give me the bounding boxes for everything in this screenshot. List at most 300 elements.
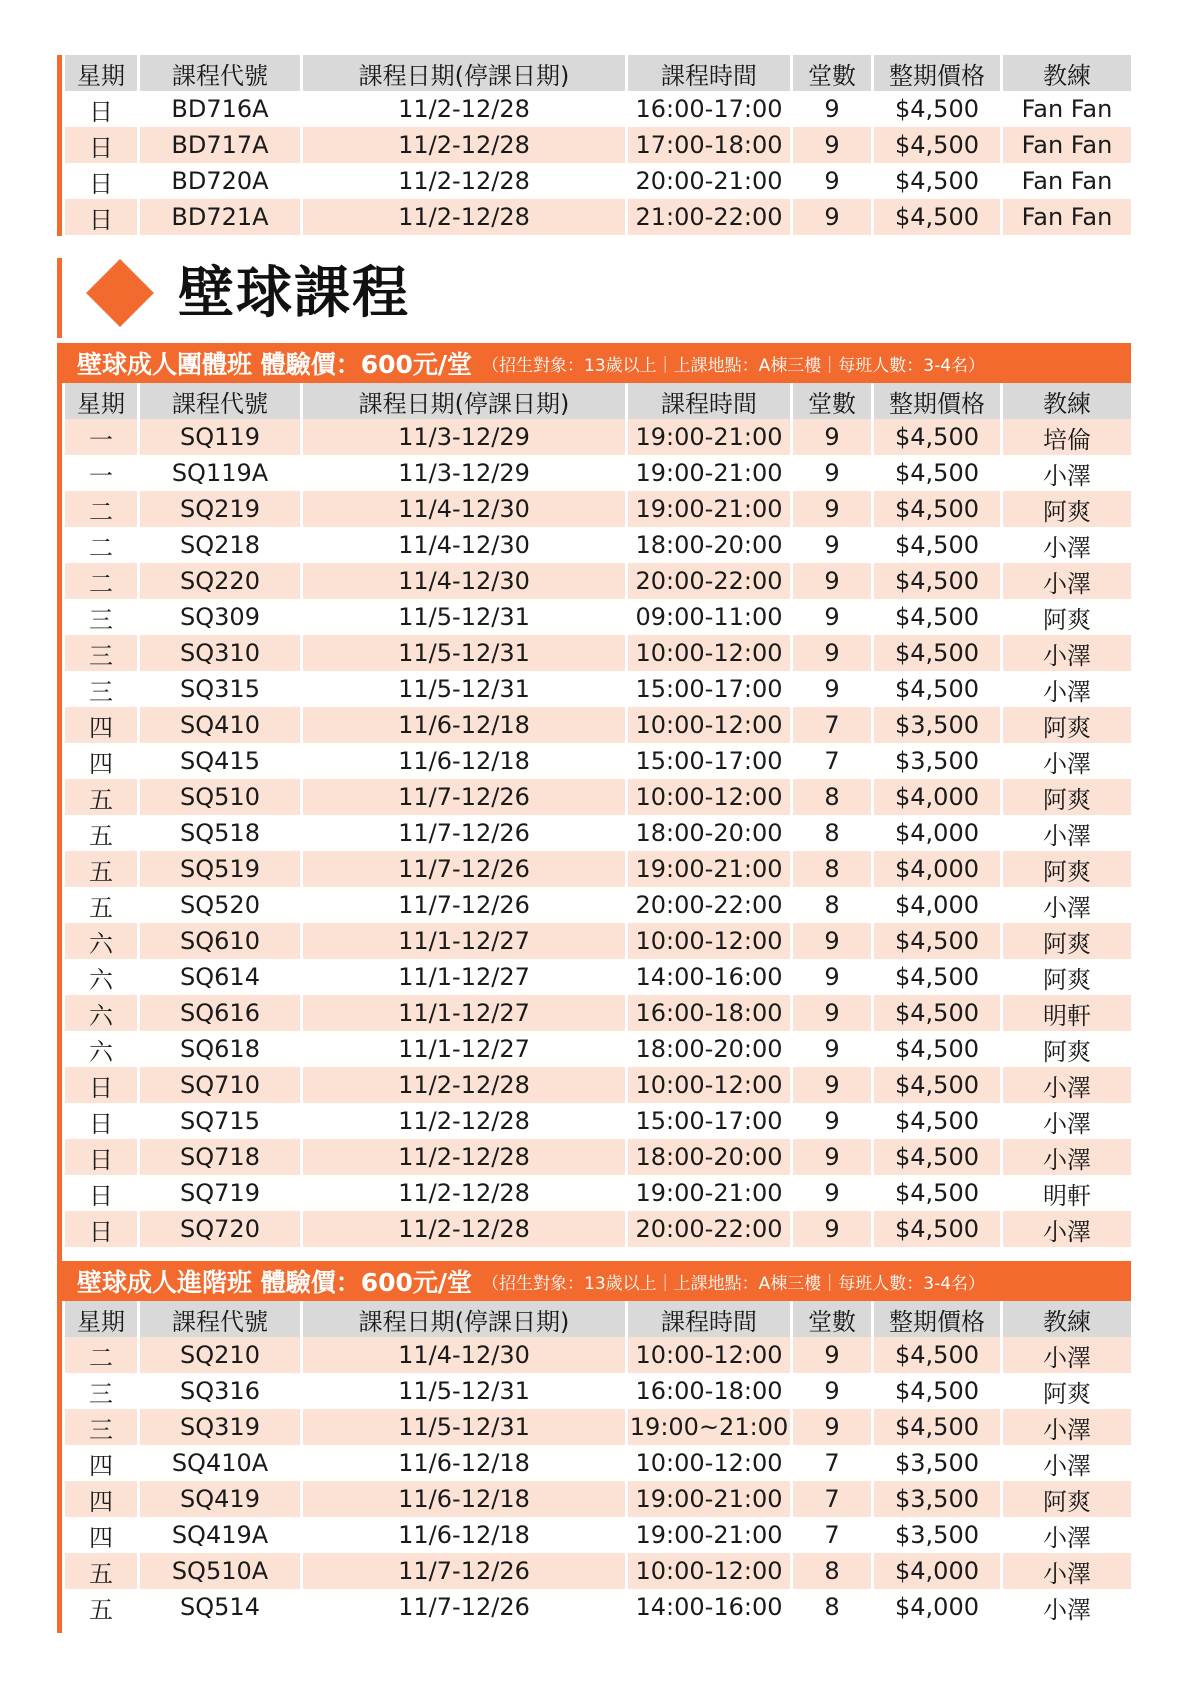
weekday-cell: 五 <box>65 851 137 887</box>
session-count-cell: 9 <box>793 199 871 235</box>
course-code-cell: SQ119A <box>140 455 300 491</box>
course-time-cell: 21:00-22:00 <box>628 199 790 235</box>
course-code-cell: SQ610 <box>140 923 300 959</box>
course-dates-cell: 11/4-12/30 <box>303 1337 625 1373</box>
course-time-cell: 17:00-18:00 <box>628 127 790 163</box>
weekday-cell: 一 <box>65 455 137 491</box>
course-time-cell: 16:00-18:00 <box>628 1373 790 1409</box>
price-cell: $4,500 <box>874 923 1000 959</box>
course-time-cell: 19:00-21:00 <box>628 1481 790 1517</box>
session-count-cell: 9 <box>793 491 871 527</box>
column-header: 堂數 <box>793 55 871 91</box>
table-row <box>65 163 1131 199</box>
course-dates-cell: 11/2-12/28 <box>303 1103 625 1139</box>
session-count-cell: 9 <box>793 635 871 671</box>
coach-cell: 阿爽 <box>1003 599 1131 635</box>
course-code-cell: SQ510A <box>140 1553 300 1589</box>
coach-cell: 明軒 <box>1003 1175 1131 1211</box>
coach-cell: 小澤 <box>1003 1211 1131 1247</box>
group-class-table <box>62 383 1134 1247</box>
course-time-cell: 18:00-20:00 <box>628 527 790 563</box>
course-time-cell: 19:00-21:00 <box>628 455 790 491</box>
price-cell: $4,000 <box>874 1553 1000 1589</box>
table-row <box>65 1445 1131 1481</box>
coach-cell: 小澤 <box>1003 527 1131 563</box>
coach-cell: 小澤 <box>1003 815 1131 851</box>
coach-cell: 小澤 <box>1003 671 1131 707</box>
table-row <box>65 1517 1131 1553</box>
price-cell: $4,500 <box>874 1211 1000 1247</box>
column-header: 課程時間 <box>628 55 790 91</box>
price-cell: $4,500 <box>874 163 1000 199</box>
course-code-cell: SQ614 <box>140 959 300 995</box>
coach-cell: 小澤 <box>1003 1517 1131 1553</box>
session-count-cell: 9 <box>793 671 871 707</box>
session-count-cell: 9 <box>793 1031 871 1067</box>
weekday-cell: 一 <box>65 419 137 455</box>
course-time-cell: 19:00-21:00 <box>628 491 790 527</box>
table-row <box>65 199 1131 235</box>
course-code-cell: SQ520 <box>140 887 300 923</box>
weekday-cell: 日 <box>65 163 137 199</box>
price-cell: $4,000 <box>874 779 1000 815</box>
table-row <box>65 959 1131 995</box>
course-time-cell: 18:00-20:00 <box>628 1031 790 1067</box>
course-code-cell: SQ719 <box>140 1175 300 1211</box>
course-dates-cell: 11/3-12/29 <box>303 419 625 455</box>
course-time-cell: 16:00-17:00 <box>628 91 790 127</box>
course-code-cell: SQ410A <box>140 1445 300 1481</box>
banner-details: （招生對象：13歲以上｜上課地點：A棟三樓｜每班人數：3-4名） <box>482 355 986 376</box>
course-dates-cell: 11/4-12/30 <box>303 491 625 527</box>
price-cell: $3,500 <box>874 707 1000 743</box>
weekday-cell: 二 <box>65 563 137 599</box>
course-time-cell: 10:00-12:00 <box>628 923 790 959</box>
weekday-cell: 日 <box>65 91 137 127</box>
coach-cell: 小澤 <box>1003 1445 1131 1481</box>
price-cell: $4,500 <box>874 1373 1000 1409</box>
weekday-cell: 日 <box>65 1067 137 1103</box>
weekday-cell: 五 <box>65 815 137 851</box>
column-header: 課程代號 <box>140 383 300 419</box>
top-schedule-table <box>62 55 1134 235</box>
table-row <box>65 527 1131 563</box>
weekday-cell: 五 <box>65 1553 137 1589</box>
price-cell: $4,500 <box>874 199 1000 235</box>
coach-cell: 小澤 <box>1003 1103 1131 1139</box>
session-count-cell: 9 <box>793 1139 871 1175</box>
weekday-cell: 四 <box>65 1445 137 1481</box>
table-row <box>65 887 1131 923</box>
weekday-cell: 日 <box>65 1139 137 1175</box>
weekday-cell: 日 <box>65 1103 137 1139</box>
price-cell: $4,500 <box>874 127 1000 163</box>
session-count-cell: 7 <box>793 1445 871 1481</box>
coach-cell: 阿爽 <box>1003 1373 1131 1409</box>
price-cell: $4,500 <box>874 995 1000 1031</box>
course-dates-cell: 11/7-12/26 <box>303 815 625 851</box>
course-code-cell: SQ310 <box>140 635 300 671</box>
course-dates-cell: 11/1-12/27 <box>303 923 625 959</box>
table-header-row <box>65 1301 1131 1337</box>
session-count-cell: 8 <box>793 1553 871 1589</box>
column-header: 星期 <box>65 55 137 91</box>
table-row <box>65 1589 1131 1625</box>
coach-cell: 小澤 <box>1003 1553 1131 1589</box>
weekday-cell: 三 <box>65 671 137 707</box>
table-row <box>65 1103 1131 1139</box>
course-dates-cell: 11/6-12/18 <box>303 707 625 743</box>
weekday-cell: 六 <box>65 995 137 1031</box>
session-count-cell: 9 <box>793 163 871 199</box>
course-time-cell: 20:00-22:00 <box>628 887 790 923</box>
course-dates-cell: 11/1-12/27 <box>303 995 625 1031</box>
course-time-cell: 10:00-12:00 <box>628 779 790 815</box>
column-header: 課程代號 <box>140 1301 300 1337</box>
course-code-cell: SQ419 <box>140 1481 300 1517</box>
course-dates-cell: 11/2-12/28 <box>303 1175 625 1211</box>
table-row <box>65 1337 1131 1373</box>
session-count-cell: 8 <box>793 815 871 851</box>
course-time-cell: 14:00-16:00 <box>628 959 790 995</box>
coach-cell: Fan Fan <box>1003 91 1131 127</box>
session-count-cell: 9 <box>793 1409 871 1445</box>
course-time-cell: 10:00-12:00 <box>628 1553 790 1589</box>
advanced-class-block <box>57 1261 1131 1633</box>
coach-cell: Fan Fan <box>1003 199 1131 235</box>
weekday-cell: 日 <box>65 1211 137 1247</box>
table-row <box>65 599 1131 635</box>
price-cell: $4,000 <box>874 887 1000 923</box>
course-dates-cell: 11/5-12/31 <box>303 1409 625 1445</box>
weekday-cell: 三 <box>65 1373 137 1409</box>
course-dates-cell: 11/7-12/26 <box>303 1589 625 1625</box>
course-code-cell: BD716A <box>140 91 300 127</box>
session-count-cell: 9 <box>793 599 871 635</box>
table-row <box>65 1067 1131 1103</box>
table-header-row <box>65 383 1131 419</box>
price-cell: $4,500 <box>874 959 1000 995</box>
course-dates-cell: 11/2-12/28 <box>303 1067 625 1103</box>
column-header: 堂數 <box>793 383 871 419</box>
price-cell: $4,500 <box>874 91 1000 127</box>
price-cell: $4,500 <box>874 455 1000 491</box>
course-time-cell: 20:00-22:00 <box>628 1211 790 1247</box>
table-row <box>65 455 1131 491</box>
weekday-cell: 三 <box>65 635 137 671</box>
coach-cell: 阿爽 <box>1003 779 1131 815</box>
course-code-cell: SQ119 <box>140 419 300 455</box>
course-time-cell: 19:00~21:00 <box>628 1409 790 1445</box>
price-cell: $4,500 <box>874 671 1000 707</box>
course-code-cell: SQ419A <box>140 1517 300 1553</box>
session-count-cell: 9 <box>793 419 871 455</box>
course-time-cell: 19:00-21:00 <box>628 851 790 887</box>
course-code-cell: SQ315 <box>140 671 300 707</box>
table-row <box>65 419 1131 455</box>
price-cell: $4,500 <box>874 1175 1000 1211</box>
column-header: 教練 <box>1003 55 1131 91</box>
course-code-cell: SQ718 <box>140 1139 300 1175</box>
course-time-cell: 18:00-20:00 <box>628 1139 790 1175</box>
coach-cell: 培倫 <box>1003 419 1131 455</box>
course-time-cell: 15:00-17:00 <box>628 743 790 779</box>
price-cell: $4,000 <box>874 815 1000 851</box>
price-cell: $4,000 <box>874 1589 1000 1625</box>
weekday-cell: 四 <box>65 707 137 743</box>
coach-cell: 阿爽 <box>1003 1031 1131 1067</box>
session-count-cell: 7 <box>793 743 871 779</box>
column-header: 課程日期(停課日期) <box>303 55 625 91</box>
session-count-cell: 7 <box>793 707 871 743</box>
course-dates-cell: 11/4-12/30 <box>303 563 625 599</box>
column-header: 課程日期(停課日期) <box>303 383 625 419</box>
table-row <box>65 635 1131 671</box>
weekday-cell: 二 <box>65 1337 137 1373</box>
price-cell: $4,500 <box>874 1409 1000 1445</box>
price-cell: $4,000 <box>874 851 1000 887</box>
coach-cell: 小澤 <box>1003 563 1131 599</box>
price-cell: $4,500 <box>874 419 1000 455</box>
weekday-cell: 五 <box>65 1589 137 1625</box>
table-row <box>65 707 1131 743</box>
weekday-cell: 三 <box>65 599 137 635</box>
session-count-cell: 7 <box>793 1517 871 1553</box>
weekday-cell: 二 <box>65 527 137 563</box>
coach-cell: 小澤 <box>1003 455 1131 491</box>
session-count-cell: 9 <box>793 563 871 599</box>
coach-cell: 阿爽 <box>1003 1481 1131 1517</box>
session-count-cell: 9 <box>793 1067 871 1103</box>
course-time-cell: 10:00-12:00 <box>628 1337 790 1373</box>
weekday-cell: 二 <box>65 491 137 527</box>
course-dates-cell: 11/1-12/27 <box>303 1031 625 1067</box>
course-code-cell: SQ616 <box>140 995 300 1031</box>
weekday-cell: 三 <box>65 1409 137 1445</box>
advanced-class-table <box>62 1301 1134 1625</box>
session-count-cell: 8 <box>793 887 871 923</box>
course-time-cell: 16:00-18:00 <box>628 995 790 1031</box>
course-time-cell: 10:00-12:00 <box>628 707 790 743</box>
session-count-cell: 9 <box>793 1373 871 1409</box>
price-cell: $3,500 <box>874 743 1000 779</box>
weekday-cell: 日 <box>65 1175 137 1211</box>
course-time-cell: 19:00-21:00 <box>628 1517 790 1553</box>
column-header: 課程日期(停課日期) <box>303 1301 625 1337</box>
session-count-cell: 9 <box>793 127 871 163</box>
course-code-cell: SQ510 <box>140 779 300 815</box>
coach-cell: 阿爽 <box>1003 707 1131 743</box>
course-dates-cell: 11/6-12/18 <box>303 1481 625 1517</box>
course-dates-cell: 11/5-12/31 <box>303 599 625 635</box>
coach-cell: Fan Fan <box>1003 163 1131 199</box>
course-code-cell: SQ715 <box>140 1103 300 1139</box>
course-code-cell: BD717A <box>140 127 300 163</box>
course-dates-cell: 11/7-12/26 <box>303 851 625 887</box>
price-cell: $3,500 <box>874 1517 1000 1553</box>
column-header: 星期 <box>65 1301 137 1337</box>
session-count-cell: 8 <box>793 779 871 815</box>
coach-cell: 小澤 <box>1003 1067 1131 1103</box>
course-time-cell: 18:00-20:00 <box>628 815 790 851</box>
table-row <box>65 1553 1131 1589</box>
coach-cell: 小澤 <box>1003 887 1131 923</box>
course-dates-cell: 11/7-12/26 <box>303 887 625 923</box>
table-row <box>65 671 1131 707</box>
coach-cell: 小澤 <box>1003 1409 1131 1445</box>
coach-cell: 小澤 <box>1003 1139 1131 1175</box>
course-code-cell: SQ218 <box>140 527 300 563</box>
coach-cell: 明軒 <box>1003 995 1131 1031</box>
course-code-cell: BD721A <box>140 199 300 235</box>
table-row <box>65 1409 1131 1445</box>
table-row <box>65 91 1131 127</box>
course-dates-cell: 11/5-12/31 <box>303 671 625 707</box>
session-count-cell: 9 <box>793 959 871 995</box>
course-code-cell: SQ309 <box>140 599 300 635</box>
session-count-cell: 9 <box>793 1211 871 1247</box>
weekday-cell: 四 <box>65 1517 137 1553</box>
coach-cell: 小澤 <box>1003 743 1131 779</box>
course-code-cell: SQ518 <box>140 815 300 851</box>
weekday-cell: 四 <box>65 1481 137 1517</box>
price-cell: $3,500 <box>874 1481 1000 1517</box>
column-header: 教練 <box>1003 1301 1131 1337</box>
column-header: 課程時間 <box>628 383 790 419</box>
accent-bar <box>57 258 62 338</box>
course-time-cell: 15:00-17:00 <box>628 1103 790 1139</box>
course-dates-cell: 11/2-12/28 <box>303 91 625 127</box>
price-cell: $4,500 <box>874 527 1000 563</box>
weekday-cell: 日 <box>65 199 137 235</box>
session-count-cell: 9 <box>793 923 871 959</box>
course-time-cell: 10:00-12:00 <box>628 635 790 671</box>
column-header: 課程時間 <box>628 1301 790 1337</box>
table-row <box>65 491 1131 527</box>
table-row <box>65 1211 1131 1247</box>
banner-details: （招生對象：13歲以上｜上課地點：A棟三樓｜每班人數：3-4名） <box>482 1273 986 1294</box>
session-count-cell: 9 <box>793 1175 871 1211</box>
coach-cell: 阿爽 <box>1003 851 1131 887</box>
course-code-cell: SQ319 <box>140 1409 300 1445</box>
session-count-cell: 8 <box>793 851 871 887</box>
coach-cell: 小澤 <box>1003 635 1131 671</box>
coach-cell: 小澤 <box>1003 1337 1131 1373</box>
banner-title: 壁球成人進階班 體驗價：600元/堂 <box>77 1268 473 1297</box>
price-cell: $4,500 <box>874 491 1000 527</box>
table-row <box>65 995 1131 1031</box>
table-row <box>65 815 1131 851</box>
table-header-row <box>65 55 1131 91</box>
price-cell: $3,500 <box>874 1445 1000 1481</box>
course-dates-cell: 11/6-12/18 <box>303 743 625 779</box>
course-code-cell: BD720A <box>140 163 300 199</box>
course-dates-cell: 11/7-12/26 <box>303 779 625 815</box>
course-time-cell: 19:00-21:00 <box>628 419 790 455</box>
advanced-class-banner <box>57 1261 1131 1301</box>
course-dates-cell: 11/2-12/28 <box>303 1139 625 1175</box>
course-code-cell: SQ210 <box>140 1337 300 1373</box>
table-row <box>65 1031 1131 1067</box>
course-dates-cell: 11/6-12/18 <box>303 1517 625 1553</box>
course-code-cell: SQ410 <box>140 707 300 743</box>
course-time-cell: 20:00-21:00 <box>628 163 790 199</box>
column-header: 整期價格 <box>874 383 1000 419</box>
course-code-cell: SQ710 <box>140 1067 300 1103</box>
table-row <box>65 923 1131 959</box>
column-header: 教練 <box>1003 383 1131 419</box>
session-count-cell: 8 <box>793 1589 871 1625</box>
course-code-cell: SQ519 <box>140 851 300 887</box>
table-row <box>65 1373 1131 1409</box>
course-time-cell: 15:00-17:00 <box>628 671 790 707</box>
weekday-cell: 五 <box>65 779 137 815</box>
course-dates-cell: 11/5-12/31 <box>303 635 625 671</box>
coach-cell: Fan Fan <box>1003 127 1131 163</box>
course-dates-cell: 11/5-12/31 <box>303 1373 625 1409</box>
coach-cell: 阿爽 <box>1003 491 1131 527</box>
weekday-cell: 六 <box>65 1031 137 1067</box>
course-time-cell: 19:00-21:00 <box>628 1175 790 1211</box>
course-code-cell: SQ415 <box>140 743 300 779</box>
table-row <box>65 563 1131 599</box>
course-dates-cell: 11/1-12/27 <box>303 959 625 995</box>
course-time-cell: 20:00-22:00 <box>628 563 790 599</box>
course-time-cell: 09:00-11:00 <box>628 599 790 635</box>
column-header: 堂數 <box>793 1301 871 1337</box>
session-count-cell: 9 <box>793 1103 871 1139</box>
column-header: 整期價格 <box>874 55 1000 91</box>
coach-cell: 阿爽 <box>1003 959 1131 995</box>
weekday-cell: 六 <box>65 959 137 995</box>
course-dates-cell: 11/2-12/28 <box>303 199 625 235</box>
price-cell: $4,500 <box>874 1139 1000 1175</box>
coach-cell: 阿爽 <box>1003 923 1131 959</box>
column-header: 課程代號 <box>140 55 300 91</box>
top-schedule-block <box>57 55 1131 236</box>
group-class-banner <box>57 343 1131 383</box>
course-code-cell: SQ316 <box>140 1373 300 1409</box>
banner-title: 壁球成人團體班 體驗價：600元/堂 <box>77 350 473 379</box>
course-dates-cell: 11/2-12/28 <box>303 127 625 163</box>
price-cell: $4,500 <box>874 1337 1000 1373</box>
price-cell: $4,500 <box>874 599 1000 635</box>
course-dates-cell: 11/2-12/28 <box>303 1211 625 1247</box>
price-cell: $4,500 <box>874 1103 1000 1139</box>
section-title: 壁球課程 <box>178 261 410 326</box>
table-row <box>65 127 1131 163</box>
session-count-cell: 7 <box>793 1481 871 1517</box>
table-row <box>65 1175 1131 1211</box>
coach-cell: 小澤 <box>1003 1589 1131 1625</box>
session-count-cell: 9 <box>793 527 871 563</box>
column-header: 整期價格 <box>874 1301 1000 1337</box>
group-class-block <box>57 343 1131 1261</box>
course-dates-cell: 11/4-12/30 <box>303 527 625 563</box>
table-row <box>65 743 1131 779</box>
course-time-cell: 10:00-12:00 <box>628 1067 790 1103</box>
course-time-cell: 10:00-12:00 <box>628 1445 790 1481</box>
table-row <box>65 1481 1131 1517</box>
course-code-cell: SQ219 <box>140 491 300 527</box>
course-dates-cell: 11/7-12/26 <box>303 1553 625 1589</box>
price-cell: $4,500 <box>874 1067 1000 1103</box>
price-cell: $4,500 <box>874 1031 1000 1067</box>
price-cell: $4,500 <box>874 563 1000 599</box>
session-count-cell: 9 <box>793 995 871 1031</box>
course-time-cell: 14:00-16:00 <box>628 1589 790 1625</box>
table-row <box>65 851 1131 887</box>
